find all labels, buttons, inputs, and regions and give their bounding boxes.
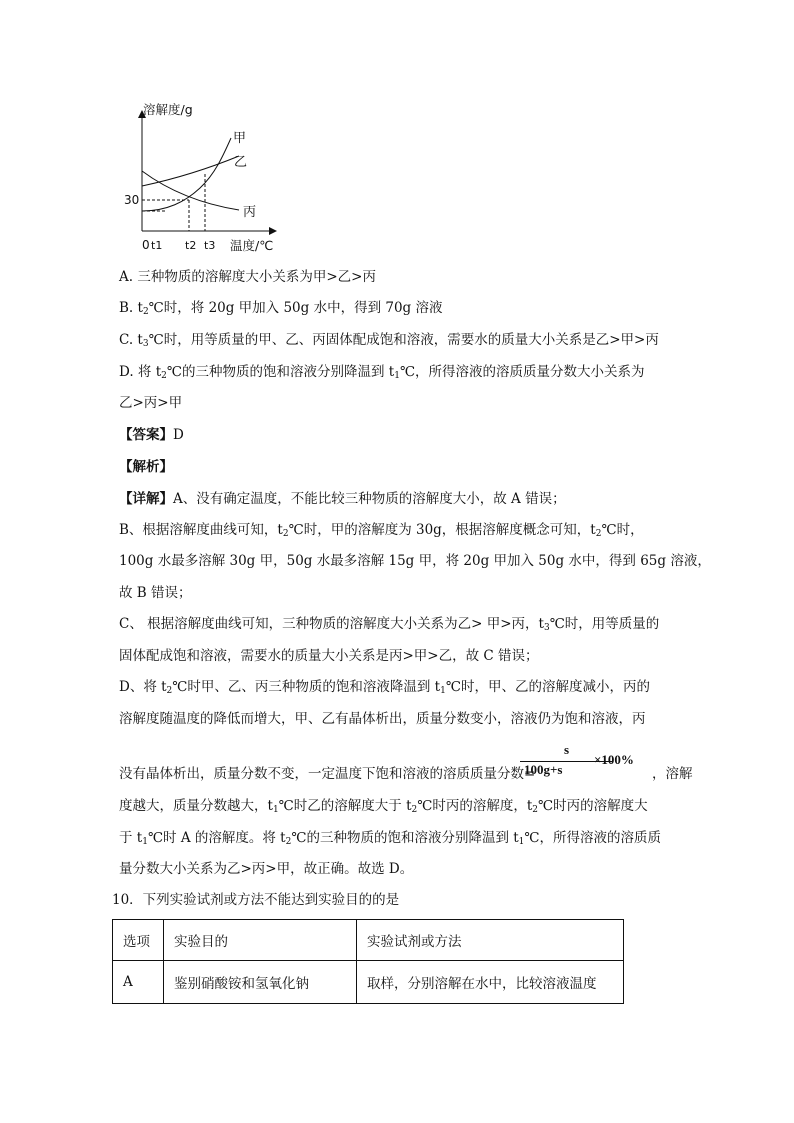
formula-multiplier: ×100% — [594, 752, 634, 767]
option-d-line2: 乙>丙>甲 — [119, 395, 183, 411]
label-bing: 丙 — [243, 205, 257, 220]
detail-line-9-tail: ，溶解 — [652, 766, 693, 782]
option-b: B. $t_2℃$时，将 20g 甲加入 50g 水中，得到 70g 溶液 — [119, 300, 443, 317]
table-cell: 取样，分别溶解在水中，比较溶液温度 — [357, 961, 624, 1004]
x-tick-t2: t2 — [185, 239, 197, 252]
detail-line-4: 故 B 错误； — [119, 585, 192, 601]
detail-line-6: 固体配成饱和溶液，需要水的质量大小关系是丙>甲>乙，故 C 错误； — [119, 648, 539, 664]
experiment-table — [112, 919, 624, 1004]
label-jia: 甲 — [233, 131, 247, 146]
detail-line-12: 量分数大小关系为乙>丙>甲，故正确。故选 D。 — [119, 861, 414, 877]
table-header-row — [113, 920, 624, 961]
x-tick-t1: t1 — [151, 239, 163, 252]
detail-line-3: 100g 水最多溶解 30g 甲，50g 水最多溶解 15g 甲，将 20g 甲加入 50g 水中，得到 65g 溶液， — [119, 553, 711, 569]
option-d-line1: D. 将 $t_2℃$的三种物质的饱和溶液分别降温到 $t_1℃$，所得溶液的溶质质量分数大小关系为 — [119, 364, 645, 381]
detail-line-7: D、将 $t_2℃$时甲、乙、丙三种物质的饱和溶液降温到 $t_1℃$时，甲、乙的溶解度减小，丙的 — [119, 679, 650, 696]
table-cell: A — [113, 961, 164, 1004]
y-axis-label: 溶解度/g — [143, 102, 193, 117]
table-cell: 鉴别硝酸铵和氢氧化钠 — [164, 961, 357, 1004]
x-axis-label: 温度/℃ — [230, 238, 274, 253]
solubility-chart — [115, 98, 290, 260]
question-10: 10．下列实验试剂或方法不能达到实验目的的是 — [112, 892, 400, 908]
y-tick-30: 30 — [124, 193, 140, 207]
analysis-title: 【解析】 — [119, 459, 173, 475]
table-header-cell: 实验目的 — [164, 920, 357, 961]
table-row — [113, 961, 624, 1004]
x-tick-t3: t3 — [204, 239, 216, 252]
detail-line-9: 没有晶体析出，质量分数不变，一定温度下饱和溶液的溶质质量分数= — [119, 766, 536, 782]
detail-line-5: C、 根据溶解度曲线可知，三种物质的溶解度大小关系为乙> 甲>丙，$t_3℃$时，用等质量的 — [119, 616, 660, 633]
answer: 【答案】D — [119, 427, 184, 443]
mass-fraction-formula — [520, 742, 632, 782]
table-header-cell: 实验试剂或方法 — [357, 920, 624, 961]
formula-denominator: 100g+s — [524, 762, 563, 777]
label-yi: 乙 — [234, 155, 248, 170]
option-a: A. 三种物质的溶解度大小关系为甲>乙>丙 — [119, 269, 376, 285]
curve-yi — [142, 156, 239, 186]
detail-line-8: 溶解度随温度的降低而增大，甲、乙有晶体析出，质量分数变小，溶液仍为饱和溶液，丙 — [119, 711, 646, 727]
detail-line-10: 度越大，质量分数越大，$t_1℃$时乙的溶解度大于 $t_2℃$时丙的溶解度，$t_2℃$时丙的溶解度大 — [119, 798, 648, 815]
detail-line-1: 【详解】A、没有确定温度，不能比较三种物质的溶解度大小，故 A 错误； — [119, 491, 566, 507]
curve-bing — [142, 171, 239, 210]
option-c: C. $t_3℃$时，用等质量的甲、乙、丙固体配成饱和溶液，需要水的质量大小关系是乙>甲>丙 — [119, 332, 659, 349]
x-tick-0: 0 — [142, 238, 150, 252]
table-header-cell: 选项 — [113, 920, 164, 961]
detail-line-2: B、根据溶解度曲线可知，$t_2℃$时，甲的溶解度为 30g，根据溶解度概念可知，$t_2℃$时， — [119, 522, 644, 539]
detail-line-11: 于 $t_1℃$时 A 的溶解度。将 $t_2℃$的三种物质的饱和溶液分别降温到 $t_1℃$，所得溶液的溶质质 — [119, 830, 662, 847]
formula-numerator: s — [564, 742, 570, 757]
